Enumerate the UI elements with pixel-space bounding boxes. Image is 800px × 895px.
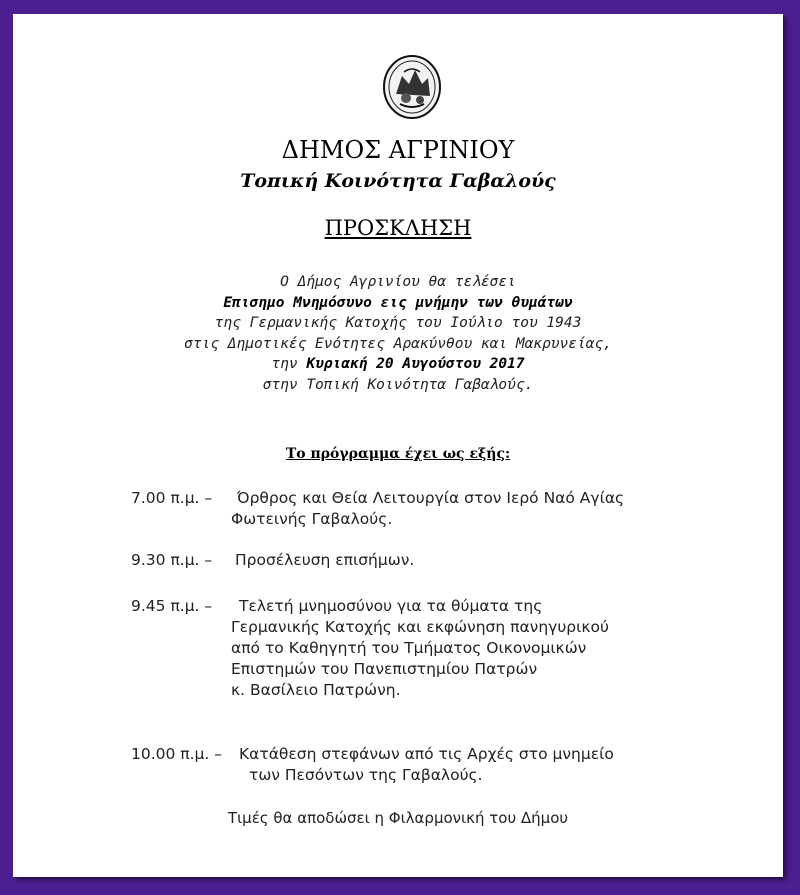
closing-note: Τιμές θα αποδώσει η Φιλαρμονική του Δήμου — [227, 809, 569, 827]
program-item — [131, 744, 222, 765]
program-item-time: 7.00 π.μ. – — [131, 489, 213, 507]
program-item-line: Επιστημών του Πανεπιστημίου Πατρών — [231, 660, 538, 678]
program-item-line: Φωτεινής Γαβαλούς. — [231, 510, 393, 528]
program-item-line: των Πεσόντων της Γαβαλούς. — [249, 766, 483, 784]
intro-line-1: Ο Δήμος Αγρινίου θα τελέσει — [280, 274, 516, 290]
program-item — [131, 596, 212, 617]
program-item — [131, 488, 212, 509]
intro-line-5-prefix: την — [271, 356, 298, 372]
program-item-time: 9.30 π.μ. – — [131, 551, 213, 569]
program-item — [131, 550, 212, 571]
program-item-line: κ. Βασίλειο Πατρώνη. — [231, 681, 401, 699]
program-item-time: 9.45 π.μ. – — [131, 597, 213, 615]
program-item-line: Όρθρος και Θεία Λειτουργία στον Ιερό Ναό Αγίας — [237, 489, 625, 507]
invitation-heading: ΠΡΟΣΚΛΗΣΗ — [324, 216, 472, 240]
community-subtitle: Τοπική Κοινότητα Γαβαλούς — [240, 170, 556, 192]
program-item-line: Προσέλευση επισήμων. — [235, 551, 415, 569]
intro-line-3: της Γερμανικής Κατοχής του Ιούλιο του 1943 — [214, 315, 582, 331]
program-heading: Το πρόγραμμα έχει ως εξής: — [285, 446, 511, 462]
event-date: Κυριακή 20 Αυγούστου 2017 — [306, 356, 525, 372]
intro-line-6: στην Τοπική Κοινότητα Γαβαλούς. — [262, 376, 534, 393]
invitation-page — [13, 14, 783, 877]
municipality-title: ΔΗΜΟΣ ΑΓΡΙΝΙΟΥ — [281, 136, 515, 164]
program-item-time: 10.00 π.μ. – — [131, 745, 223, 763]
program-item-line: από το Καθηγητή του Τμήματος Οικονομικών — [231, 639, 587, 657]
intro-line-2: Επισημο Μνημόσυνο εις μνήμην των θυμάτων — [223, 294, 573, 311]
program-item-text — [231, 596, 609, 701]
program-item-line: Γερμανικής Κατοχής και εκφώνηση πανηγυρικού — [231, 618, 609, 636]
program-item-text — [239, 744, 614, 786]
program-item-text — [235, 550, 414, 571]
program-item-line: Κατάθεση στεφάνων από τις Αρχές στο μνημείο — [239, 745, 614, 763]
intro-line-5 — [13, 354, 783, 375]
program-item-text — [231, 488, 624, 530]
municipal-seal-icon — [382, 54, 442, 120]
program-item-line: Τελετή μνημοσύνου για τα θύματα της — [239, 597, 543, 615]
intro-text — [13, 272, 783, 395]
intro-line-4: στις Δημοτικές Ενότητες Αρακύνθου και Μακρυνείας, — [184, 335, 612, 352]
